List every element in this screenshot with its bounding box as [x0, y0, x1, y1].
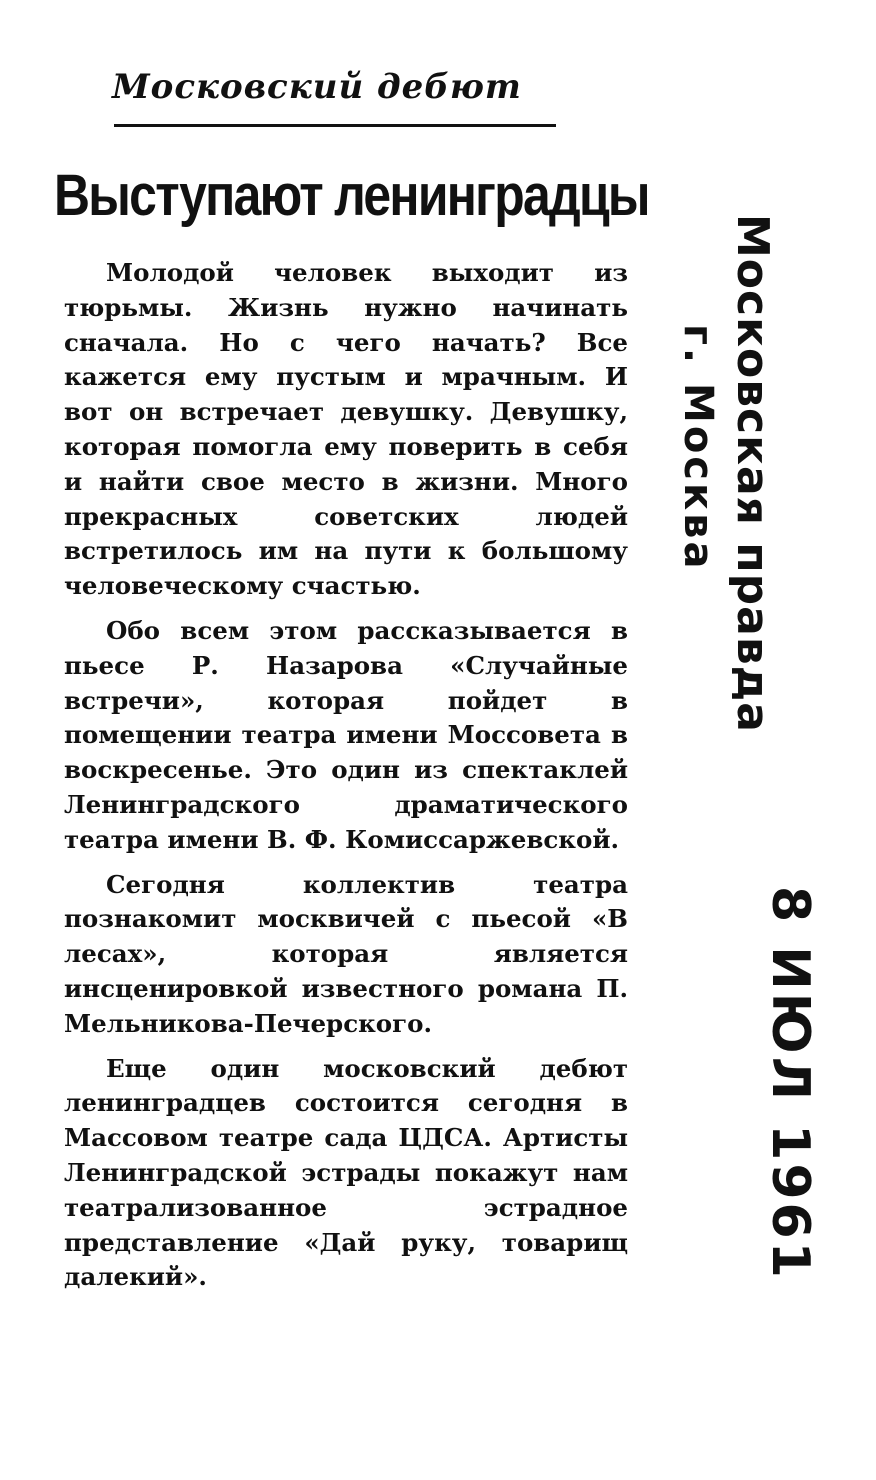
- article-paragraph: Еще один московский дебют ленинградцев состоится сегодня в Массовом театре сада ЦДСА. Артисты Ленинградской эстрады покажут нам театрализованное эстрадное представление «Дай руку, товарищ далекий».: [64, 1053, 628, 1292]
- article-paragraph: Обо всем этом рассказывается в пьесе Р. Назарова «Случайные встречи», которая пойдет в помещении театра имени Моссовета в воскресенье. Это один из спектаклей Ленинградского драматического театра имени В. Ф. Комиссаржевской.: [64, 615, 628, 854]
- stamp-city: г. Москва: [675, 324, 721, 572]
- rubric-title: Московский дебют: [112, 67, 522, 107]
- rubric-underline: [114, 124, 556, 127]
- article-paragraph: Молодой человек выходит из тюрьмы. Жизнь нужно начинать сначала. Но с чего начать? Все кажется ему пустым и мрачным. И вот он встречает девушку. Девушку, которая помогла ему поверить в себя и найти свое место в жизни. Много прекрасных советских людей встретилось им на пути к большому человеческому счастью.: [64, 258, 628, 601]
- headline: Выступают ленинградцы: [54, 163, 649, 228]
- article-paragraph: Сегодня коллектив театра познакомит москвичей с пьесой «В лесах», которая является инсценировкой известного романа П. Мельникова-Печерского.: [64, 869, 628, 1038]
- article-body: [64, 256, 628, 1305]
- stamp-newspaper-name: Московская правда: [727, 214, 778, 733]
- stamp-date: 8 ИЮЛ 1961: [760, 886, 820, 1281]
